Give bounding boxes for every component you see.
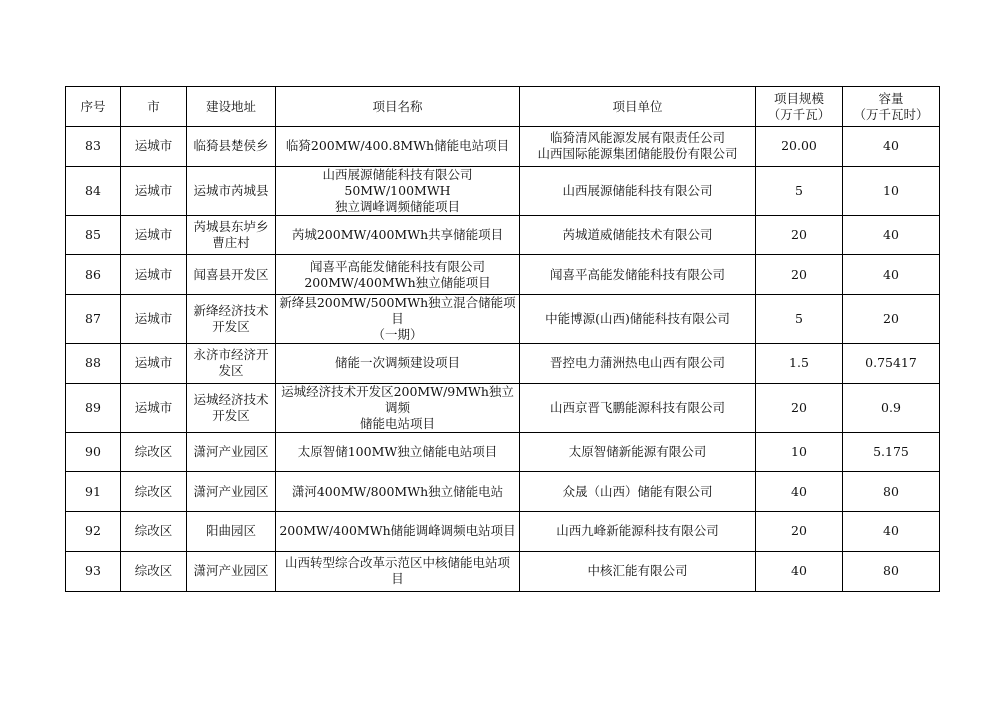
cell-capacity: 20 bbox=[843, 295, 940, 344]
cell-unit-line: 临猗清风能源发展有限责任公司 bbox=[549, 130, 725, 146]
header-location: 建设地址 bbox=[187, 87, 276, 127]
cell-project-name-line: 闻喜平高能发储能科技有限公司 bbox=[309, 258, 485, 274]
cell-project-name-line: （一期） bbox=[372, 327, 423, 343]
cell-location-line: 运城经济技术 bbox=[193, 391, 269, 407]
cell-unit bbox=[520, 551, 756, 591]
energy-storage-project-table bbox=[65, 86, 940, 592]
cell-project-name bbox=[276, 295, 520, 344]
cell-location bbox=[187, 255, 276, 295]
cell-location-line: 新绛经济技术 bbox=[193, 303, 269, 319]
cell-project-name-line: 储能一次调频建设项目 bbox=[334, 355, 460, 371]
table-row bbox=[66, 215, 940, 255]
cell-seq: 87 bbox=[66, 295, 121, 344]
cell-capacity: 40 bbox=[843, 512, 940, 552]
cell-scale: 20 bbox=[756, 255, 843, 295]
cell-capacity: 0.75417 bbox=[843, 344, 940, 384]
cell-project-name-line: 山西转型综合改革示范区中核储能电站项 bbox=[284, 555, 510, 571]
cell-unit bbox=[520, 344, 756, 384]
cell-project-name bbox=[276, 166, 520, 215]
table-row bbox=[66, 166, 940, 215]
cell-location bbox=[187, 432, 276, 472]
header-capacity bbox=[843, 87, 940, 127]
cell-location-line: 发区 bbox=[218, 363, 244, 379]
header-capacity-line2: （万千瓦时） bbox=[853, 106, 929, 122]
table-row bbox=[66, 383, 940, 432]
cell-project-name bbox=[276, 551, 520, 591]
cell-unit-line: 中能博源(山西)储能科技有限公司 bbox=[545, 311, 730, 327]
cell-location bbox=[187, 166, 276, 215]
table-row bbox=[66, 551, 940, 591]
cell-seq: 90 bbox=[66, 432, 121, 472]
cell-unit bbox=[520, 215, 756, 255]
cell-unit bbox=[520, 127, 756, 167]
cell-scale: 5 bbox=[756, 295, 843, 344]
cell-city: 运城市 bbox=[121, 215, 187, 255]
cell-seq: 88 bbox=[66, 344, 121, 384]
cell-location bbox=[187, 295, 276, 344]
cell-unit bbox=[520, 432, 756, 472]
cell-unit bbox=[520, 166, 756, 215]
header-unit: 项目单位 bbox=[520, 87, 756, 127]
cell-project-name-line: 储能电站项目 bbox=[359, 415, 435, 431]
cell-unit-line: 山西京晋飞鹏能源科技有限公司 bbox=[549, 399, 725, 415]
header-scale-line2: （万千瓦） bbox=[767, 106, 831, 122]
cell-city: 运城市 bbox=[121, 255, 187, 295]
cell-location bbox=[187, 551, 276, 591]
table-body bbox=[66, 127, 940, 592]
cell-project-name-line: 潇河400MW/800MWh独立储能电站 bbox=[291, 483, 504, 499]
cell-unit-line: 中核汇能有限公司 bbox=[587, 563, 688, 579]
cell-city: 综改区 bbox=[121, 512, 187, 552]
table-row bbox=[66, 127, 940, 167]
cell-seq: 86 bbox=[66, 255, 121, 295]
cell-city: 运城市 bbox=[121, 295, 187, 344]
cell-project-name bbox=[276, 383, 520, 432]
cell-location-line: 开发区 bbox=[212, 407, 250, 423]
cell-seq: 85 bbox=[66, 215, 121, 255]
cell-project-name-line: 山西展源储能科技有限公司50MW/100MWH bbox=[322, 166, 473, 198]
cell-project-name-line: 200MW/400MWh独立储能项目 bbox=[304, 274, 491, 290]
cell-location-line: 临猗县楚侯乡 bbox=[193, 138, 269, 154]
table-row bbox=[66, 295, 940, 344]
table-header-row bbox=[66, 87, 940, 127]
table-row bbox=[66, 432, 940, 472]
cell-seq: 93 bbox=[66, 551, 121, 591]
table-row bbox=[66, 472, 940, 512]
cell-city: 综改区 bbox=[121, 472, 187, 512]
cell-unit bbox=[520, 472, 756, 512]
cell-location-line: 潇河产业园区 bbox=[193, 444, 269, 460]
cell-project-name-line: 独立调峰调频储能项目 bbox=[334, 198, 460, 214]
cell-unit bbox=[520, 255, 756, 295]
cell-scale: 20.00 bbox=[756, 127, 843, 167]
cell-location bbox=[187, 383, 276, 432]
cell-location-line: 芮城县东垆乡 bbox=[193, 219, 269, 235]
cell-city: 综改区 bbox=[121, 432, 187, 472]
cell-location bbox=[187, 127, 276, 167]
cell-scale: 40 bbox=[756, 551, 843, 591]
cell-location bbox=[187, 344, 276, 384]
cell-location-line: 闻喜县开发区 bbox=[193, 266, 269, 282]
header-scale bbox=[756, 87, 843, 127]
cell-scale: 1.5 bbox=[756, 344, 843, 384]
header-seq: 序号 bbox=[66, 87, 121, 127]
cell-unit-line: 众晟（山西）储能有限公司 bbox=[562, 483, 713, 499]
cell-location-line: 阳曲园区 bbox=[205, 523, 256, 539]
cell-location-line: 运城市芮城县 bbox=[193, 182, 269, 198]
cell-project-name-line: 芮城200MW/400MWh共享储能项目 bbox=[291, 227, 504, 243]
cell-location-line: 潇河产业园区 bbox=[193, 483, 269, 499]
cell-location-line: 开发区 bbox=[212, 319, 250, 335]
cell-city: 运城市 bbox=[121, 344, 187, 384]
cell-city: 综改区 bbox=[121, 551, 187, 591]
cell-seq: 89 bbox=[66, 383, 121, 432]
cell-unit bbox=[520, 383, 756, 432]
table-row bbox=[66, 255, 940, 295]
cell-seq: 84 bbox=[66, 166, 121, 215]
cell-location bbox=[187, 472, 276, 512]
cell-project-name bbox=[276, 344, 520, 384]
cell-location-line: 曹庄村 bbox=[212, 235, 250, 251]
cell-scale: 10 bbox=[756, 432, 843, 472]
cell-project-name-line: 太原智储100MW独立储能电站项目 bbox=[297, 444, 498, 460]
cell-unit bbox=[520, 512, 756, 552]
cell-city: 运城市 bbox=[121, 166, 187, 215]
cell-location bbox=[187, 215, 276, 255]
cell-project-name-line: 运城经济技术开发区200MW/9MWh独立调频 bbox=[281, 383, 514, 415]
table-row bbox=[66, 344, 940, 384]
cell-capacity: 80 bbox=[843, 472, 940, 512]
cell-unit-line: 太原智储新能源有限公司 bbox=[568, 444, 707, 460]
cell-location bbox=[187, 512, 276, 552]
cell-unit-line: 山西九峰新能源科技有限公司 bbox=[556, 523, 719, 539]
cell-unit-line: 闻喜平高能发储能科技有限公司 bbox=[549, 266, 725, 282]
cell-project-name-line: 临猗200MW/400.8MWh储能电站项目 bbox=[285, 138, 510, 154]
cell-location-line: 潇河产业园区 bbox=[193, 563, 269, 579]
cell-scale: 20 bbox=[756, 383, 843, 432]
cell-seq: 91 bbox=[66, 472, 121, 512]
header-scale-line1: 项目规模 bbox=[773, 90, 824, 106]
cell-unit-line: 晋控电力蒲洲热电山西有限公司 bbox=[549, 355, 725, 371]
header-project-name: 项目名称 bbox=[276, 87, 520, 127]
cell-unit bbox=[520, 295, 756, 344]
cell-project-name bbox=[276, 472, 520, 512]
cell-location-line: 永济市经济开 bbox=[193, 347, 269, 363]
cell-capacity: 40 bbox=[843, 255, 940, 295]
cell-project-name-line: 目 bbox=[391, 571, 404, 587]
cell-city: 运城市 bbox=[121, 383, 187, 432]
table-row bbox=[66, 512, 940, 552]
cell-capacity: 10 bbox=[843, 166, 940, 215]
cell-capacity: 5.175 bbox=[843, 432, 940, 472]
cell-scale: 5 bbox=[756, 166, 843, 215]
cell-unit-line: 山西国际能源集团储能股份有限公司 bbox=[537, 146, 738, 162]
cell-project-name bbox=[276, 432, 520, 472]
cell-capacity: 40 bbox=[843, 127, 940, 167]
cell-unit-line: 山西展源储能科技有限公司 bbox=[562, 182, 713, 198]
cell-scale: 20 bbox=[756, 215, 843, 255]
cell-scale: 20 bbox=[756, 512, 843, 552]
cell-project-name-line: 新绛县200MW/500MWh独立混合储能项目 bbox=[279, 295, 516, 327]
cell-scale: 40 bbox=[756, 472, 843, 512]
header-city: 市 bbox=[121, 87, 187, 127]
cell-unit-line: 芮城道威储能技术有限公司 bbox=[562, 227, 713, 243]
cell-city: 运城市 bbox=[121, 127, 187, 167]
header-capacity-line1: 容量 bbox=[878, 90, 904, 106]
cell-project-name-line: 200MW/400MWh储能调峰调频电站项目 bbox=[279, 523, 516, 539]
cell-capacity: 0.9 bbox=[843, 383, 940, 432]
cell-project-name bbox=[276, 512, 520, 552]
cell-capacity: 80 bbox=[843, 551, 940, 591]
cell-project-name bbox=[276, 127, 520, 167]
cell-capacity: 40 bbox=[843, 215, 940, 255]
cell-seq: 83 bbox=[66, 127, 121, 167]
cell-project-name bbox=[276, 215, 520, 255]
cell-project-name bbox=[276, 255, 520, 295]
cell-seq: 92 bbox=[66, 512, 121, 552]
